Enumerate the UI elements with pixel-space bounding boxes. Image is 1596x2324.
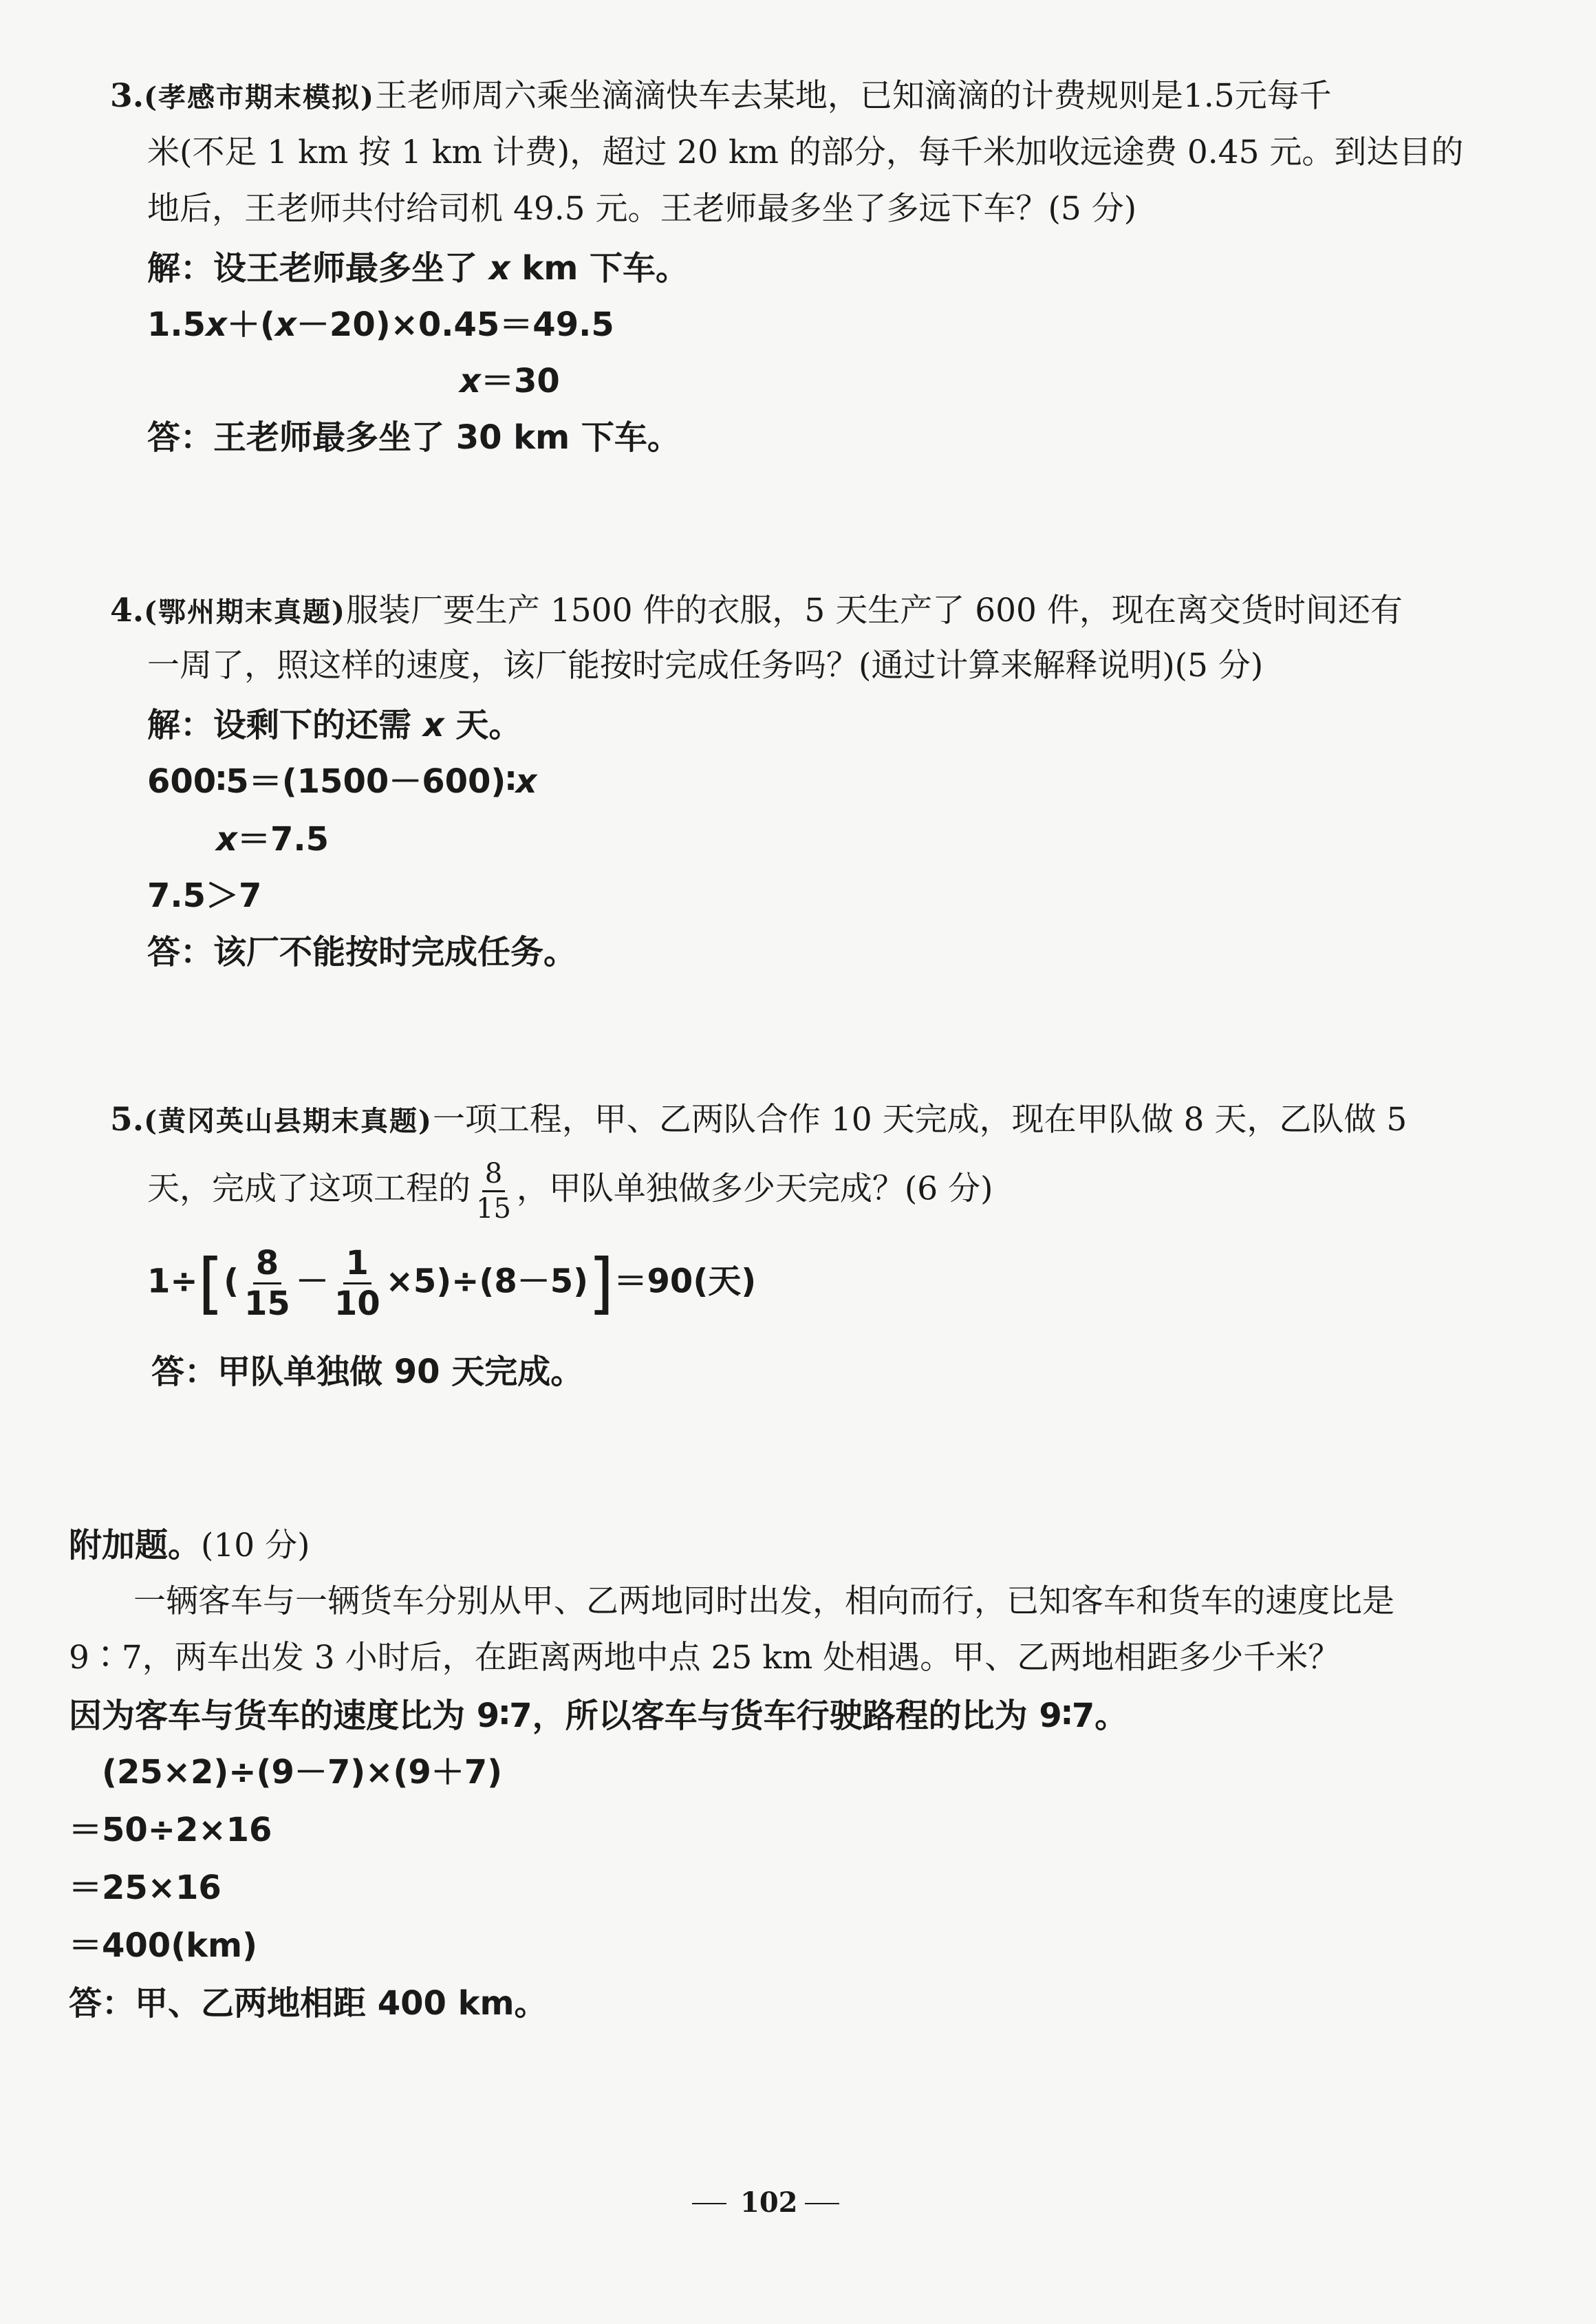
q3-setup-text-b: km 下车。 — [510, 249, 689, 288]
q4-line1 — [110, 592, 1403, 630]
q5-source: (黄冈英山县期末真题) — [144, 1105, 433, 1137]
q3-eq-part-b: ＋( — [227, 305, 275, 344]
page-number: 102 — [740, 2186, 798, 2219]
q4-setup-var: x — [422, 706, 444, 744]
bonus-title: 附加题。 — [69, 1526, 202, 1564]
q3-eq-part-a: 1.5 — [147, 305, 206, 344]
q5-text-2b: ，甲队单独做多少天完成？(6 分) — [516, 1170, 993, 1208]
q4-setup-text-b: 天。 — [444, 706, 522, 744]
q3-result — [460, 362, 560, 400]
q3-result-var: x — [460, 362, 481, 400]
q5-answer: 答：甲队单独做 90 天完成。 — [151, 1353, 584, 1391]
q3-setup-var: x — [488, 249, 510, 288]
q3-eq-var-2: x — [274, 305, 296, 344]
q5-right-bracket: ] — [588, 1245, 614, 1322]
page-number-rule-right — [805, 2203, 839, 2204]
q3-answer: 答：王老师最多坐了 30 km 下车。 — [147, 418, 680, 457]
q5-text-1: 一项工程，甲、乙两队合作 10 天完成，现在甲队做 8 天，乙队做 5 — [432, 1101, 1408, 1139]
q4-line2: 一周了，照这样的速度，该厂能按时完成任务吗？(通过计算来解释说明)(5 分) — [147, 647, 1264, 685]
q3-result-value: ＝30 — [480, 362, 560, 400]
bonus-solution-1: 因为客车与货车的速度比为 9∶7，所以客车与货车行驶路程的比为 9∶7。 — [69, 1697, 1128, 1735]
bonus-heading — [69, 1526, 310, 1564]
q5-eq-f1-numerator: 8 — [253, 1247, 281, 1284]
q4-number: 4. — [110, 592, 144, 630]
q5-eq-f1-denominator: 15 — [244, 1284, 290, 1323]
q5-fraction-numerator: 8 — [482, 1160, 505, 1192]
q3-text-1: 王老师周六乘坐滴滴快车去某地，已知滴滴的计费规则是1.5元每千 — [374, 77, 1332, 115]
q5-eq-result: ＝90(天) — [614, 1262, 757, 1301]
q4-comparison: 7.5＞7 — [147, 876, 262, 915]
q4-solution-setup — [147, 706, 522, 744]
q5-left-bracket: [ — [197, 1245, 224, 1322]
bonus-solution-3: ＝50÷2×16 — [69, 1811, 272, 1849]
q4-setup-text-a: 解：设剩下的还需 — [147, 706, 423, 744]
q4-equation — [147, 762, 537, 801]
q4-eq-text: 600∶5＝(1500－600)∶ — [147, 762, 516, 801]
q4-result — [216, 820, 330, 859]
q5-eq-open-paren: ( — [224, 1262, 239, 1301]
q5-eq-minus: － — [295, 1262, 329, 1301]
page-number-rule-left — [692, 2203, 726, 2204]
q5-fraction — [473, 1160, 514, 1223]
q3-solution-setup — [147, 249, 689, 288]
q5-eq-f2-numerator: 1 — [343, 1247, 371, 1284]
q5-text-2a: 天，完成了这项工程的 — [147, 1170, 471, 1208]
q5-eq-part-d: ×5)÷(8－5) — [385, 1262, 589, 1301]
q5-eq-part-a: 1÷ — [147, 1262, 198, 1301]
bonus-solution-5: ＝400(km) — [69, 1926, 258, 1965]
q5-eq-f2-denominator: 10 — [334, 1284, 380, 1323]
q3-eq-part-c: －20)×0.45＝49.5 — [296, 305, 614, 344]
bonus-points: (10 分) — [201, 1527, 310, 1564]
bonus-answer: 答：甲、乙两地相距 400 km。 — [69, 1984, 548, 2023]
q5-equation — [147, 1244, 757, 1323]
bonus-line2: 9∶7，两车出发 3 小时后，在距离两地中点 25 km 处相遇。甲、乙两地相距多少千米？ — [69, 1639, 1341, 1677]
q5-line2 — [147, 1160, 993, 1223]
bonus-line1: 一辆客车与一辆货车分别从甲、乙两地同时出发，相向而行，已知客车和货车的速度比是 — [133, 1582, 1394, 1620]
q3-number: 3. — [110, 77, 144, 115]
q4-result-value: ＝7.5 — [237, 820, 330, 859]
q3-eq-var-1: x — [206, 305, 227, 344]
q4-answer: 答：该厂不能按时完成任务。 — [147, 933, 577, 971]
q3-line3: 地后，王老师共付给司机 49.5 元。王老师最多坐了多远下车？(5 分) — [147, 190, 1137, 228]
q3-equation — [147, 305, 614, 344]
q3-line1 — [110, 77, 1332, 115]
q5-fraction-denominator: 15 — [476, 1193, 511, 1225]
q3-source: (孝感市期末模拟) — [144, 81, 375, 114]
q4-result-var: x — [216, 820, 237, 859]
q4-source: (鄂州期末真题) — [144, 596, 346, 628]
q4-text-1: 服装厂要生产 1500 件的衣服，5 天生产了 600 件，现在离交货时间还有 — [345, 592, 1403, 630]
q5-number: 5. — [110, 1101, 144, 1139]
bonus-solution-2: (25×2)÷(9－7)×(9＋7) — [102, 1753, 503, 1792]
q5-eq-fraction-2 — [332, 1244, 383, 1323]
bonus-solution-4: ＝25×16 — [69, 1869, 222, 1907]
q5-eq-fraction-1 — [241, 1244, 293, 1323]
q3-line2: 米(不足 1 km 按 1 km 计费)，超过 20 km 的部分，每千米加收远途费 0.45 元。到达目的 — [147, 133, 1464, 171]
q4-eq-var: x — [515, 762, 537, 801]
q5-line1 — [110, 1101, 1408, 1139]
q3-setup-text-a: 解：设王老师最多坐了 — [147, 249, 489, 288]
